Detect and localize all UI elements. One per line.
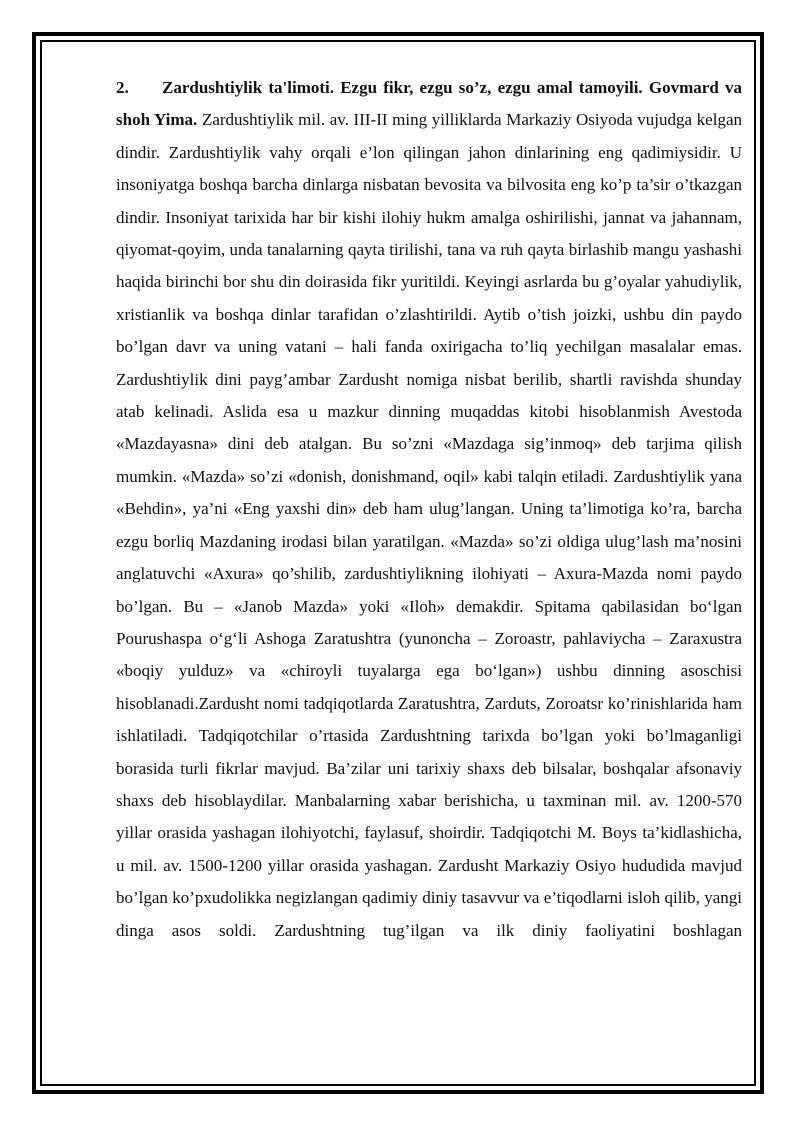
section-body: Zardushtiylik mil. av. III-II ming yilliklarda Markaziy Osiyoda vujudga kelgan dindir. Zardushtiylik vahy orqali e’lon qilingan jahon dinlarining eng qadimiysidir. U insoniyatga boshqa barcha dinlarga nisbatan bevosita va bilvosita eng ko’p ta’sir o’tkazgan dindir. Insoniyat tarixida har bir kishi ilohiy hukm amalga oshirilishi, jannat va jahannam, qiyomat-qoyim, unda tanalarning qayta tirilishi, tana va ruh qayta birlashib mangu yashashi haqida birinchi bor shu din doirasida fikr yuritildi. Keyingi asrlarda bu g’oyalar yahudiylik, xristianlik va boshqa dinlar tarafidan o’zlashtirildi. Aytib o’tish joizki, ushbu din paydo bo’lgan davr va uning vatani – hali fanda oxirigacha to’liq yechilgan masalalar emas. Zardushtiylik dini payg’ambar Zardusht nomiga nisbat berilib, shartli ravishda shunday atab kelinadi. Aslida esa u mazkur dinning muqaddas kitobi hisoblanmish Avestoda «Mazdayasna» dini deb atalgan. Bu so’zni «Mazdaga sig’inmoq» deb tarjima qilish mumkin. «Mazda» so’zi «donish, donishmand, oqil» kabi talqin etiladi. Zardushtiylik yana «Behdin», ya’ni «Eng yaxshi din» deb ham ulug’langan. Uning ta’limotiga ko’ra, barcha ezgu borliq Mazdaning irodasi bilan yaratilgan. «Mazda» so’zi oldiga ulug’lash ma’nosini anglatuvchi «Axura» qo’shilib, zardushtiylikning ilohiyati – Axura-Mazda nomi paydo bo’lgan. Bu – «Janob Mazda» yoki «Iloh» demakdir. Spitama qabilasidan bo‘lgan Pourushaspa o‘g‘li Ashoga Zaratushtra (yunoncha – Zoroastr, pahlaviycha – Zaraxustra «boqiy yulduz» va «chiroyli tuyalarga ega bo‘lgan») ushbu dinning asoschisi hisoblanadi.Zardusht nomi tadqiqotlarda Zaratushtra, Zarduts, Zoroatsr ko’rinishlarida ham ishlatiladi. Tadqiqotchilar o’rtasida Zardushtning tarixda bo’lgan yoki bo’lmaganligi borasida turli fikrlar mavjud. Ba’zilar uni tarixiy shaxs deb bilsalar, boshqalar afsonaviy shaxs deb hisoblaydilar. Manbalarning xabar berishicha, u taxminan mil. av. 1200-570 yillar orasida yashagan ilohiyotchi, faylasuf, shoirdir. Tadqiqotchi M. Boys ta’kidlashicha, u mil. av. 1500-1200 yillar orasida yashagan. Zardusht Markaziy Osiyo hududida mavjud bo’lgan ko’pxudolikka negizlangan qadimiy diniy tasavvur va e’tiqodlarni isloh qilib, yangi dinga asos soldi. Zardushtning tug’ilgan va ilk diniy faoliyatini boshlagan	[116, 110, 742, 940]
section-heading: Zardushtiylik ta'limoti. Ezgu fikr, ezgu so’z, ezgu amal tamoyili. Govmard va shoh Yima.	[116, 78, 742, 130]
document-text	[116, 72, 742, 947]
section-number: 2.	[116, 78, 129, 97]
